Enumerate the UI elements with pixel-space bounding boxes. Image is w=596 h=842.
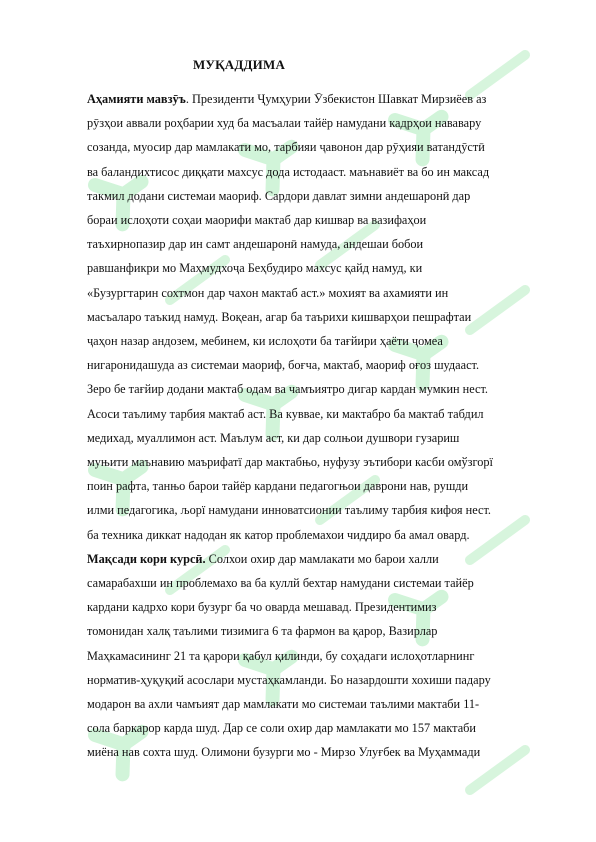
paragraph-line: таъхирнопазир дар ин самт андешаронӣ намуда, андешаи бобои bbox=[87, 237, 424, 252]
paragraph-line: «Бузургтарин сохтмон дар чахон мактаб аст.» мохият ва ахамияти ин bbox=[87, 285, 449, 300]
paragraph-line: самарабахши ин проблемахо ва ба куллй бехтар намудани системаи тайёр bbox=[87, 576, 474, 591]
paragraph-text: . Президенти Ҷумҳурии Ӯзбекистон Шавкат Мирзиёев аз bbox=[185, 92, 487, 106]
paragraph-line: ва баландихтисос диққати махсус дода истодааст. маънавиёт ва бо ин максад bbox=[87, 164, 490, 179]
page-title: МУҚАДДИМА bbox=[192, 57, 286, 72]
paragraph-line: нигаронидашуда аз системаи маориф, боғча, мактаб, маориф оғоз шудааст. bbox=[87, 358, 480, 373]
paragraph-line: бораи ислоҳоти соҳаи маорифи мактаб дар кишвар ва вазифаҳои bbox=[87, 213, 427, 228]
paragraph-line: Зеро бе тағйир додани мактаб одам ва чамъиятро дигар кардан мумкин нест. bbox=[87, 382, 489, 397]
paragraph-course-goal bbox=[87, 547, 553, 765]
paragraph-line: равшанфикри мо Маҳмудхоҷа Беҳбудиро махсус қайд намуд, ки bbox=[87, 261, 423, 276]
paragraph-line bbox=[87, 547, 553, 571]
paragraph-line: модарон ва ахли чамъият дар мамлакати мо системаи таълими мактаби 11- bbox=[87, 697, 480, 712]
paragraph-line: ба техника диккат надодан як катор проблемахои чиддиро ба амал овард. bbox=[87, 527, 470, 542]
paragraph-line: муњити маънавию маърифатї дар мактабњо, нуфузу эътибори касби омўзгорї bbox=[87, 455, 493, 470]
paragraph-line: поин рафта, танњо барои тайёр кардани педагогњои даврони нав, рушди bbox=[87, 479, 469, 494]
paragraph-text: Солхои охир дар мамлакати мо барои халли bbox=[205, 551, 439, 566]
paragraph-line bbox=[87, 87, 553, 111]
paragraph-line: Маҳкамасининг 21 та қарори қабул қилинди, бу соҳадаги ислоҳотларнинг bbox=[87, 648, 475, 663]
paragraph-line: миёна нав сохта шуд. Олимони бузурги мо - Мирзо Улуғбек ва Муҳаммади bbox=[87, 745, 481, 760]
paragraph-line: медихад, муаллимон аст. Маълум аст, ки дар солњои душвори гузариш bbox=[87, 430, 460, 445]
paragraph-line: норматив-ҳуқуқий асослари мустаҳкамланди. Бо назардошти хохиши падару bbox=[87, 672, 491, 687]
paragraph-lead-heading: Мақсади кори курсӣ. bbox=[87, 551, 206, 566]
paragraph-line: созанда, муосир дар мамлакати мо, тарбияи ҷавонон дар рӯҳияи ватандӯстӣ bbox=[87, 140, 485, 155]
document-body bbox=[87, 87, 553, 765]
paragraph-line: масъаларо таъкид намуд. Воқеан, агар ба таърихи кишварҳои пешрафтаи bbox=[87, 309, 472, 324]
paragraph-line: рӯзҳои аввали роҳбарии худ ба масъалаи тайёр намудани кадрҳои нававару bbox=[87, 116, 482, 131]
paragraph-line: сола баркарор карда шуд. Дар се соли охир дар мамлакати мо 157 мактаби bbox=[87, 721, 476, 736]
paragraph-topic-relevance bbox=[87, 87, 553, 547]
paragraph-line: ҷаҳон назар андозем, мебинем, ки ислоҳоти ба тағйири ҳаёти ҷомеа bbox=[87, 334, 443, 349]
paragraph-lead-heading: Аҳамияти мавзӯъ bbox=[87, 92, 186, 106]
paragraph-line: кардани кадрхо кори бузург ба чо оварда мешавад. Президентимиз bbox=[87, 600, 437, 615]
paragraph-line: томонидан халқ таълими тизимига 6 та фармон ва қарор, Вазирлар bbox=[87, 624, 438, 639]
paragraph-line: Асоси таълиму тарбия мактаб аст. Ва кувваe, ки мактабро ба мактаб табдил bbox=[87, 406, 484, 421]
paragraph-line: илми педагогика, љорї намудани инноватсионии таълиму тарбия кифоя нест. bbox=[87, 503, 491, 518]
paragraph-line: такмил додани системаи маориф. Сардори давлат зимни андешаронӣ дар bbox=[87, 188, 471, 203]
